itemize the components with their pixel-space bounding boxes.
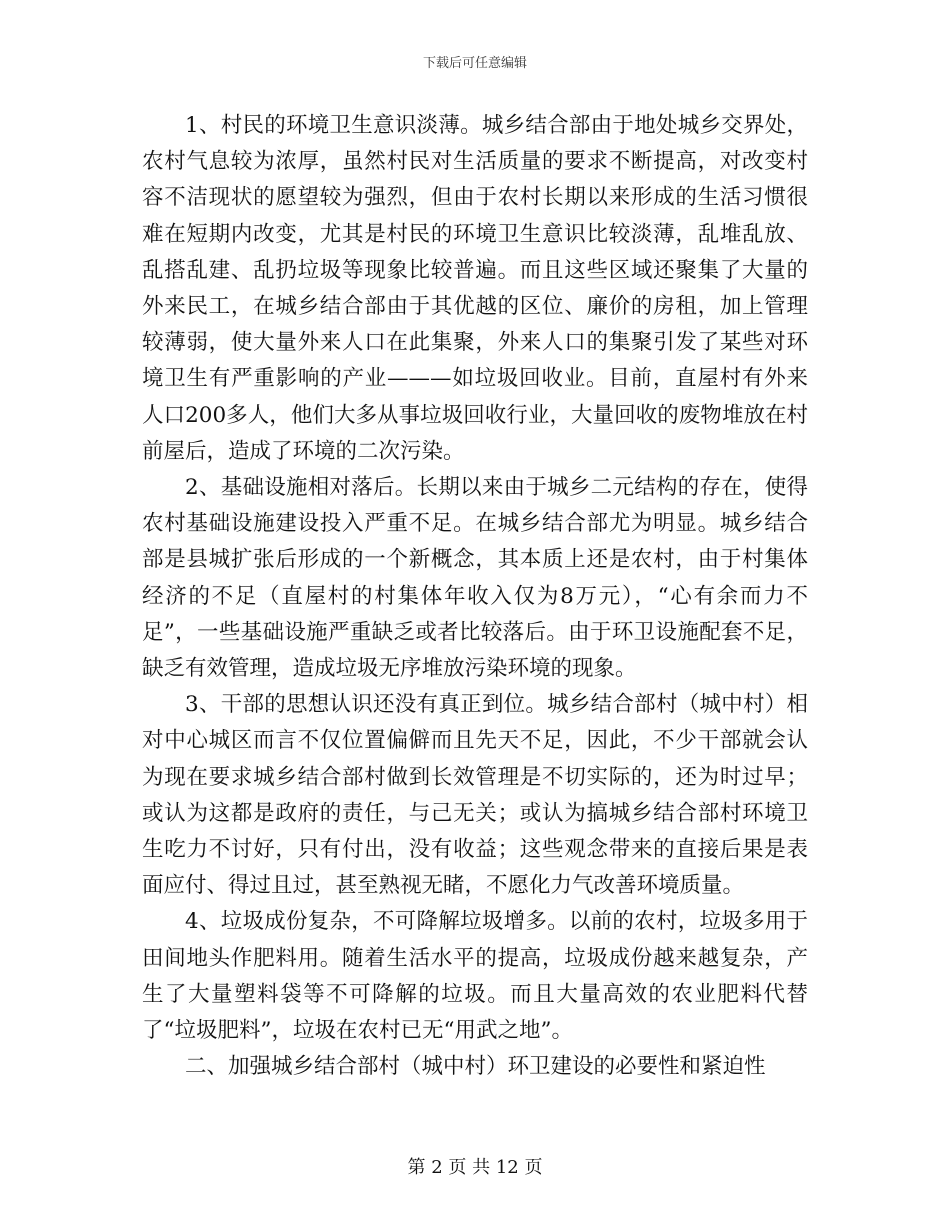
page-header: 下载后可任意编辑 [422,56,527,71]
paragraph-villager-awareness: 1、村民的环境卫生意识淡薄。城乡结合部由于地处城乡交界处，农村气息较为浓厚，虽然村民对生活质量的要求不断提高，对改变村容不洁现状的愿望较为强烈，但由于农村长期以来形成的生活习惯很难在短期内改变，尤其是村民的环境卫生意识比较淡薄，乱堆乱放、乱搭乱建、乱扔垃圾等现象比较普遍。而且这些区域还聚集了大量的外来民工，在城乡结合部由于其优越的区位、廉价的房租，加上管理较薄弱，使大量外来人口在此集聚，外来人口的集聚引发了某些对环境卫生有严重影响的产业———如垃圾回收业。目前，直屋村有外来人口200多人，他们大多从事垃圾回收行业，大量回收的废物堆放在村前屋后，造成了环境的二次污染。 [142,113,808,464]
paragraph-garbage-composition: 4、垃圾成份复杂，不可降解垃圾增多。以前的农村，垃圾多用于田间地头作肥料用。随着生活水平的提高，垃圾成份越来越复杂，产生了大量塑料袋等不可降解的垃圾。而且大量高效的农业肥料代替了“垃圾肥料”，垃圾在农村已无“用武之地”。 [142,909,808,1044]
page-footer: 第 2 页 共 12 页 [407,1157,543,1178]
document-body [142,108,808,1085]
paragraph-cadre-awareness: 3、干部的思想认识还没有真正到位。城乡结合部村（城中村）相对中心城区而言不仅位置偏僻而且先天不足，因此，不少干部就会认为现在要求城乡结合部村做到长效管理是不切实际的，还为时过早；或认为这都是政府的责任，与己无关；或认为搞城乡结合部村环境卫生吃力不讨好，只有付出，没有收益；这些观念带来的直接后果是表面应付、得过且过，甚至熟视无睹，不愿化力气改善环境质量。 [142,692,808,899]
paragraph-infrastructure: 2、基础设施相对落后。长期以来由于城乡二元结构的存在，使得农村基础设施建设投入严重不足。在城乡结合部尤为明显。城乡结合部是县城扩张后形成的一个新概念，其本质上还是农村，由于村集体经济的不足（直屋村的村集体年收入仅为8万元），“心有余而力不足”，一些基础设施严重缺乏或者比较落后。由于环卫设施配套不足，缺乏有效管理，造成垃圾无序堆放污染环境的现象。 [142,475,808,682]
section-title: 二、加强城乡结合部村（城中村）环卫建设的必要性和紧迫性 [185,1054,766,1080]
